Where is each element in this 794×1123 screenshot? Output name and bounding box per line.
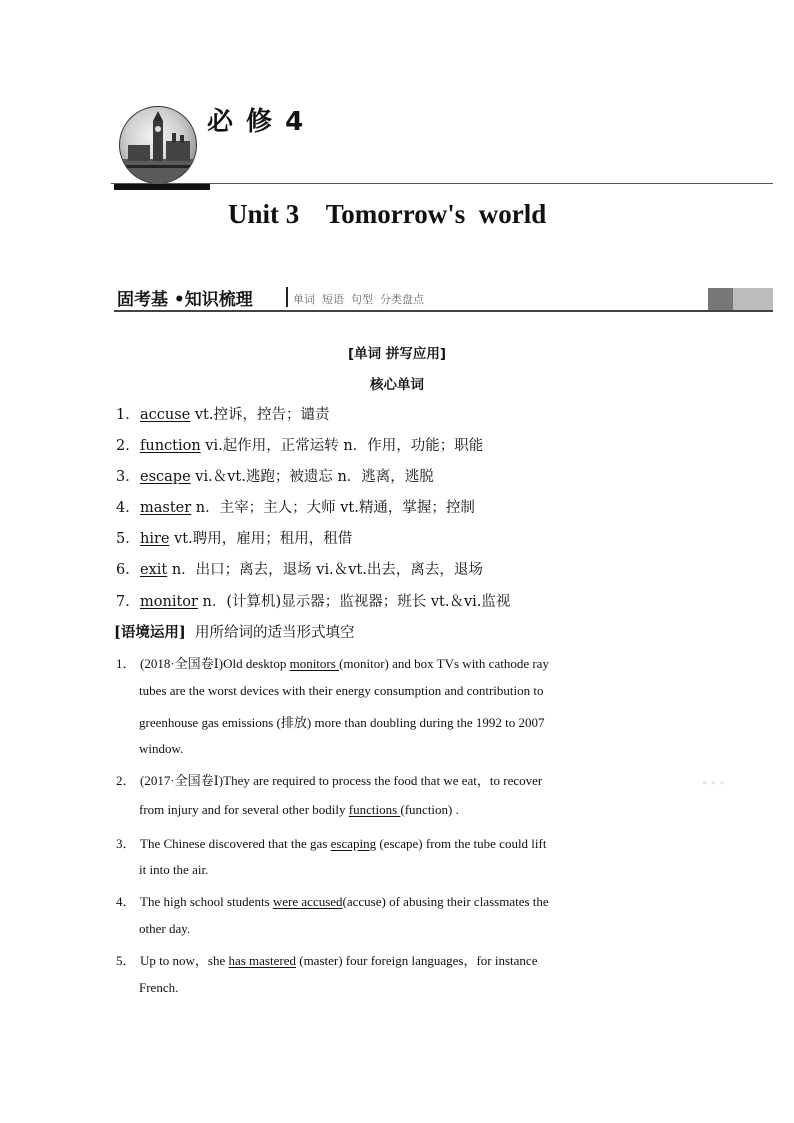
exercise-line: 4． The high school students were accused(accuse) of abusing their classmates the <box>116 894 549 909</box>
exercise-answer: monitors <box>289 656 340 671</box>
word-answer: monitor <box>140 594 198 610</box>
big-ben-emblem-image <box>119 106 197 184</box>
context-heading: [语境运用] <box>114 624 186 641</box>
big-ben-silhouette-icon <box>120 107 196 183</box>
word-item: 5．hire vt.聘用，雇用；租用，租借 <box>116 531 353 547</box>
unit-title: Unit 3 Tomorrow's world <box>228 199 547 229</box>
header-rule-accent <box>114 184 210 190</box>
exercise-line: 3． The Chinese discovered that the gas escaping (escape) from the tube could lift <box>116 836 547 851</box>
word-answer: exit <box>140 562 168 578</box>
book-label: 必 修 4 <box>207 107 306 137</box>
section-subtitle: 单词 短语 句型 分类盘点 <box>293 293 424 306</box>
exercise-line: 5． Up to now，she has mastered (master) four foreign languages，for instance <box>116 953 538 968</box>
band-rule <box>114 310 773 312</box>
exercise-answer: functions <box>348 802 401 817</box>
exercise-line: other day. <box>139 921 191 936</box>
word-answer: master <box>140 500 192 516</box>
word-answer: function <box>140 438 201 454</box>
context-instruction: 用所给词的适当形式填空 <box>185 625 355 641</box>
words-heading: [单词 拼写应用] <box>347 346 447 362</box>
section-title: 固考基 •知识梳理 <box>117 290 253 310</box>
word-answer: escape <box>140 469 191 485</box>
exercise-line: 2． (2017·全国卷Ⅰ)They are required to process the food that we eat，to recover <box>116 773 543 788</box>
exercise-answer: has mastered <box>228 953 296 968</box>
words-subheading: 核心单词 <box>370 377 424 393</box>
word-answer: accuse <box>140 407 191 423</box>
exercise-line: 1． (2018·全国卷Ⅰ)Old desktop monitors (monitor) and box TVs with cathode ray <box>116 656 549 671</box>
word-item: 2．function vi.起作用，正常运转 n．作用，功能；职能 <box>116 438 484 454</box>
word-item: 3．escape vi.＆vt.逃跑；被遗忘 n．逃离，逃脱 <box>116 469 434 485</box>
header-rule <box>111 183 773 184</box>
band-dark-block <box>708 288 733 310</box>
exercise-line: from injury and for several other bodily functions (function) . <box>139 802 459 817</box>
exercise-answer: escaping <box>330 836 377 851</box>
exercise-line: greenhouse gas emissions (排放) more than doubling during the 1992 to 2007 <box>139 715 545 730</box>
band-light-block <box>733 288 773 310</box>
watermark: ... <box>700 758 727 791</box>
word-item: 4．master n．主宰；主人；大师 vt.精通，掌握；控制 <box>116 500 475 516</box>
exercise-line: tubes are the worst devices with their energy consumption and contribution to <box>139 683 544 698</box>
word-item: 7．monitor n．(计算机)显示器；监视器；班长 vt.＆vi.监视 <box>116 594 511 610</box>
word-answer: hire <box>140 531 170 547</box>
exercise-answer: were accused <box>272 894 343 909</box>
section-separator <box>286 287 288 307</box>
word-item: 6．exit n．出口；离去，退场 vi.＆vt.出去，离去，退场 <box>116 562 483 578</box>
word-item: 1．accuse vt.控诉，控告；谴责 <box>116 407 330 423</box>
exercise-line: window. <box>139 741 184 756</box>
exercise-line: it into the air. <box>139 862 209 877</box>
context-heading-line <box>114 621 354 642</box>
exercise-line: French. <box>139 980 179 995</box>
